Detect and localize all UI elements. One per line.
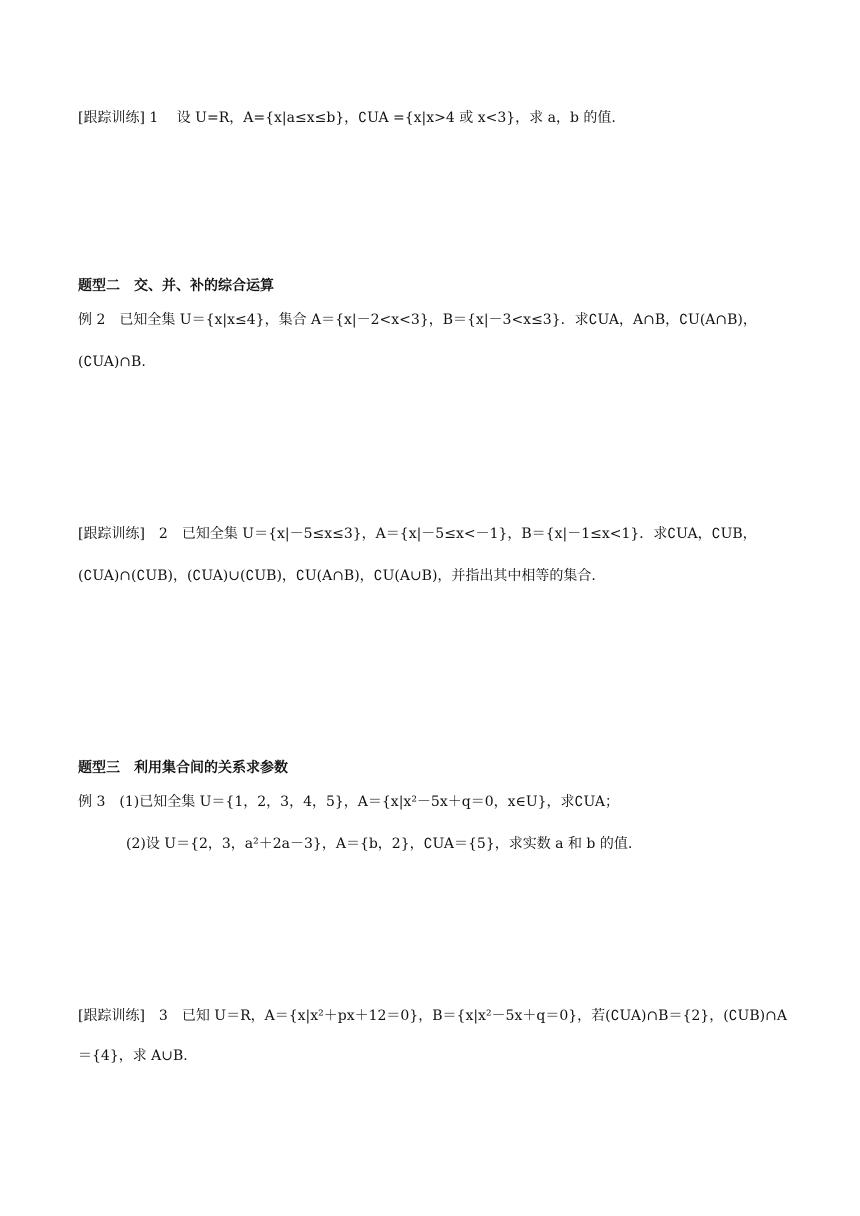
practice-2-line-1: [跟踪训练] 2 已知全集 U＝{x|－5≤x≤3}，A＝{x|－5≤x<－1}，B＝{x|－1≤x<1}．求∁UA，∁UB， [78, 526, 757, 542]
section-3-heading: 题型三 利用集合间的关系求参数 [78, 760, 288, 776]
example-2-line-2: (∁UA)∩B. [78, 354, 146, 370]
section-2-heading: 题型二 交、并、补的综合运算 [78, 278, 274, 294]
example-2-line-1: 例 2 已知全集 U＝{x|x≤4}，集合 A＝{x|－2<x<3}，B＝{x|－3<x≤3}．求∁UA，A∩B，∁U(A∩B)， [78, 312, 757, 328]
example-3-line-2: (2)设 U＝{2，3，a²＋2a－3}，A＝{b，2}，∁UA＝{5}，求实数 a 和 b 的值. [126, 836, 633, 852]
practice-3-line-1: [跟踪训练] 3 已知 U＝R，A＝{x|x²＋px＋12＝0}，B＝{x|x²－5x＋q＝0}，若(∁UA)∩B＝{2}，(∁UB)∩A [78, 1008, 787, 1024]
practice-1-line-1: [跟踪训练] 1 设 U=R，A={x|a≤x≤b}，∁UA ={x|x>4 或 x<3}，求 a，b 的值. [78, 110, 616, 126]
example-3-line-1: 例 3 (1)已知全集 U＝{1，2，3，4，5}，A＝{x|x²－5x＋q＝0，x∈U}，求∁UA； [78, 794, 619, 810]
practice-2-line-2: (∁UA)∩(∁UB)，(∁UA)∪(∁UB)，∁U(A∩B)，∁U(A∪B)，并指出其中相等的集合. [78, 568, 596, 584]
practice-3-line-2: ＝{4}，求 A∪B. [78, 1048, 188, 1064]
